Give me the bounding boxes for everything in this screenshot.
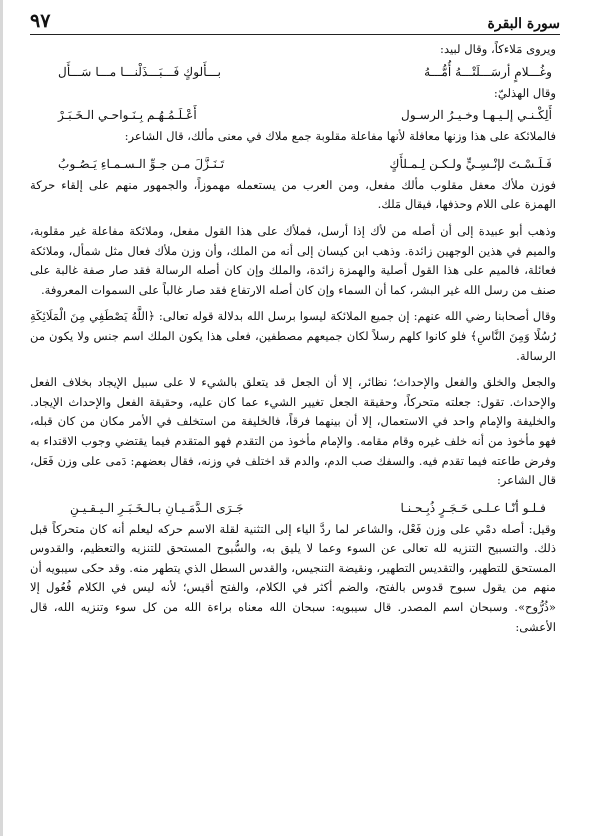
verse-second-hemistich: أَعْـلَـمُـهُـم بِـنَـواحـي الـخَـبَـرْ <box>58 108 197 123</box>
page-header <box>30 6 560 35</box>
surah-title: سورة البقرة <box>487 16 560 32</box>
paragraph: وقال أصحابنا رضي الله عنهم: إن جميع الملائكة ليسوا برسل الله بدلالة قوله تعالى: ﴿اللَّهُ يَصْطَفِي مِنَ الْمَلَائِكَةِ رُسُلًا وَمِنَ النَّاسِ﴾ فلو كانوا كلهم رسلاً لكان جميعهم مصطفين، فعلى هذا يكون الملك اسم جنس ولا يكون من الرسالة. <box>30 309 556 363</box>
page-number: ٩٧ <box>30 10 51 32</box>
verse-first-hemistich: فـلـو أنّـا عـلـى حَـجَـرٍ ذُبِـحـنـا <box>400 500 546 515</box>
verse-first-hemistich: فَـلَـسْـتَ لإنْـسِـيٍّ ولـكـن لِـمـلأَكٍ <box>389 156 552 171</box>
verse-second-hemistich: بـــأَلوكٍ فَـــبَـــذَلْنـــا مـــا سَـــأَل <box>58 64 222 79</box>
paragraph: وذهب أبو عبيدة إلى أن أصله من لأك إذا أرسل، فملأك على هذا القول مفعل، وملائكة مفاعلة غير مقلوبة، والميم في هذين الوجهين زائدة. وذهب ابن كيسان إلى أنه من الملك، وأن وزن ملأك فعال مثل شمأل، وملائكة فعائلة، فالميم على هذا القول أصلية والهمزة زائدة، والملك وإن كان أصله الرسالة فقد صار صفة غالبة على صنف من رسل الله غير البشر، كما أن السماء وإن كان أصله الارتفاع فقد صار غالباً على السموات المعروفة. <box>30 223 556 297</box>
paragraph: فالملائكة على هذا وزنها معافلة لأنها مفاعلة مقلوبة جمع ملاك في معنى مألك، قال الشاعر: <box>124 129 556 144</box>
verse-second-hemistich: تَـنَـزَّلَ مـن جـوِّ الـسـمـاءِ يَـصُـوبُ <box>58 156 225 171</box>
poem-verse <box>30 498 556 518</box>
paragraph: والجعل والخلق والفعل والإحداث؛ نظائر، إلا أن الجعل قد يتعلق بالشيء لا على سبيل الإيجاد بخلاف الفعل والإحداث. تقول: جعلته متحركاً، وحقيقة الجعل تغيير الشيء عما كان عليه، وحقيقة الفعل والإحداث الإيجاد. والخليفة والإمام واحد في الاستعمال، إلا أن بينهما فرقاً، فالخليفة من استخلف في الأمر مكان من كان قبله، فهو مأخوذ من أنه خلف غيره وقام مقامه. والإمام مأخوذ من التقدم فهو المتقدم فيما يقتضي وجوب الاقتداء به وفرض طاعته فيما تقدم فيه. والسفك صب الدم، والدم قد اختلف في وزنه، فقال بعضهم: دَمى على وزن فَعَل، قال الشاعر: <box>30 375 556 488</box>
paragraph: وقيل: أصله دمْي على وزن فَعْل، والشاعر لما ردَّ الياء إلى التثنية لقلة الاسم حركه ليعلم أنه كان متحركاً قبل ذلك. والتسبيح التنزيه لله تعالى عن السوء وعما لا يليق به، والسُّبوح المستحق للتنزيه والتعظيم، والقدوس المستحق للتطهير، والتقديس التطهير، ونقيضة التنجيس، والقدس السطل الذي يتطهر منه. وقد حكى سيبويه أن منهم من يقول سبوح قدوس بالفتح، والضم أكثر في الكلام، والفتح أقيس؛ لأنه ليس في الكلام فُعُول إلا «ذُرُّوح». وسبحان اسم المصدر. قال سيبويه: سبحان الله معناه براءة الله من كل سوء وتنزيه الله، قال الأعشى: <box>30 521 556 634</box>
verse-first-hemistich: وغُـــلامٍ أرسَـــلَتْـــهُ أُمُّـــهُ <box>424 64 552 79</box>
verse-first-hemistich: أَلِكْـنـي إلـيـهـا وخـيـرُ الرسـول <box>401 108 552 123</box>
poem-verse <box>30 154 556 174</box>
poem-verse <box>30 62 556 82</box>
paragraph: ويروى مَلاءكاً، وقال لبيد: <box>440 42 556 56</box>
page-body <box>30 40 556 644</box>
poem-verse <box>30 105 556 125</box>
verse-second-hemistich: جَـرَى الـدَّمَـيـانِ بـالـخَـبَـرِ الـيـقـيـنِ <box>70 500 244 515</box>
paragraph: وقال الهذليّ: <box>493 85 556 100</box>
paragraph: فوزن ملأك معفل مقلوب مألك مفعل، ومن العرب من يستعمله مهموزاً، والجمهور منهم على إلقاء حركة الهمزة على اللام وحذفها، فيقال مَلك. <box>30 177 556 212</box>
